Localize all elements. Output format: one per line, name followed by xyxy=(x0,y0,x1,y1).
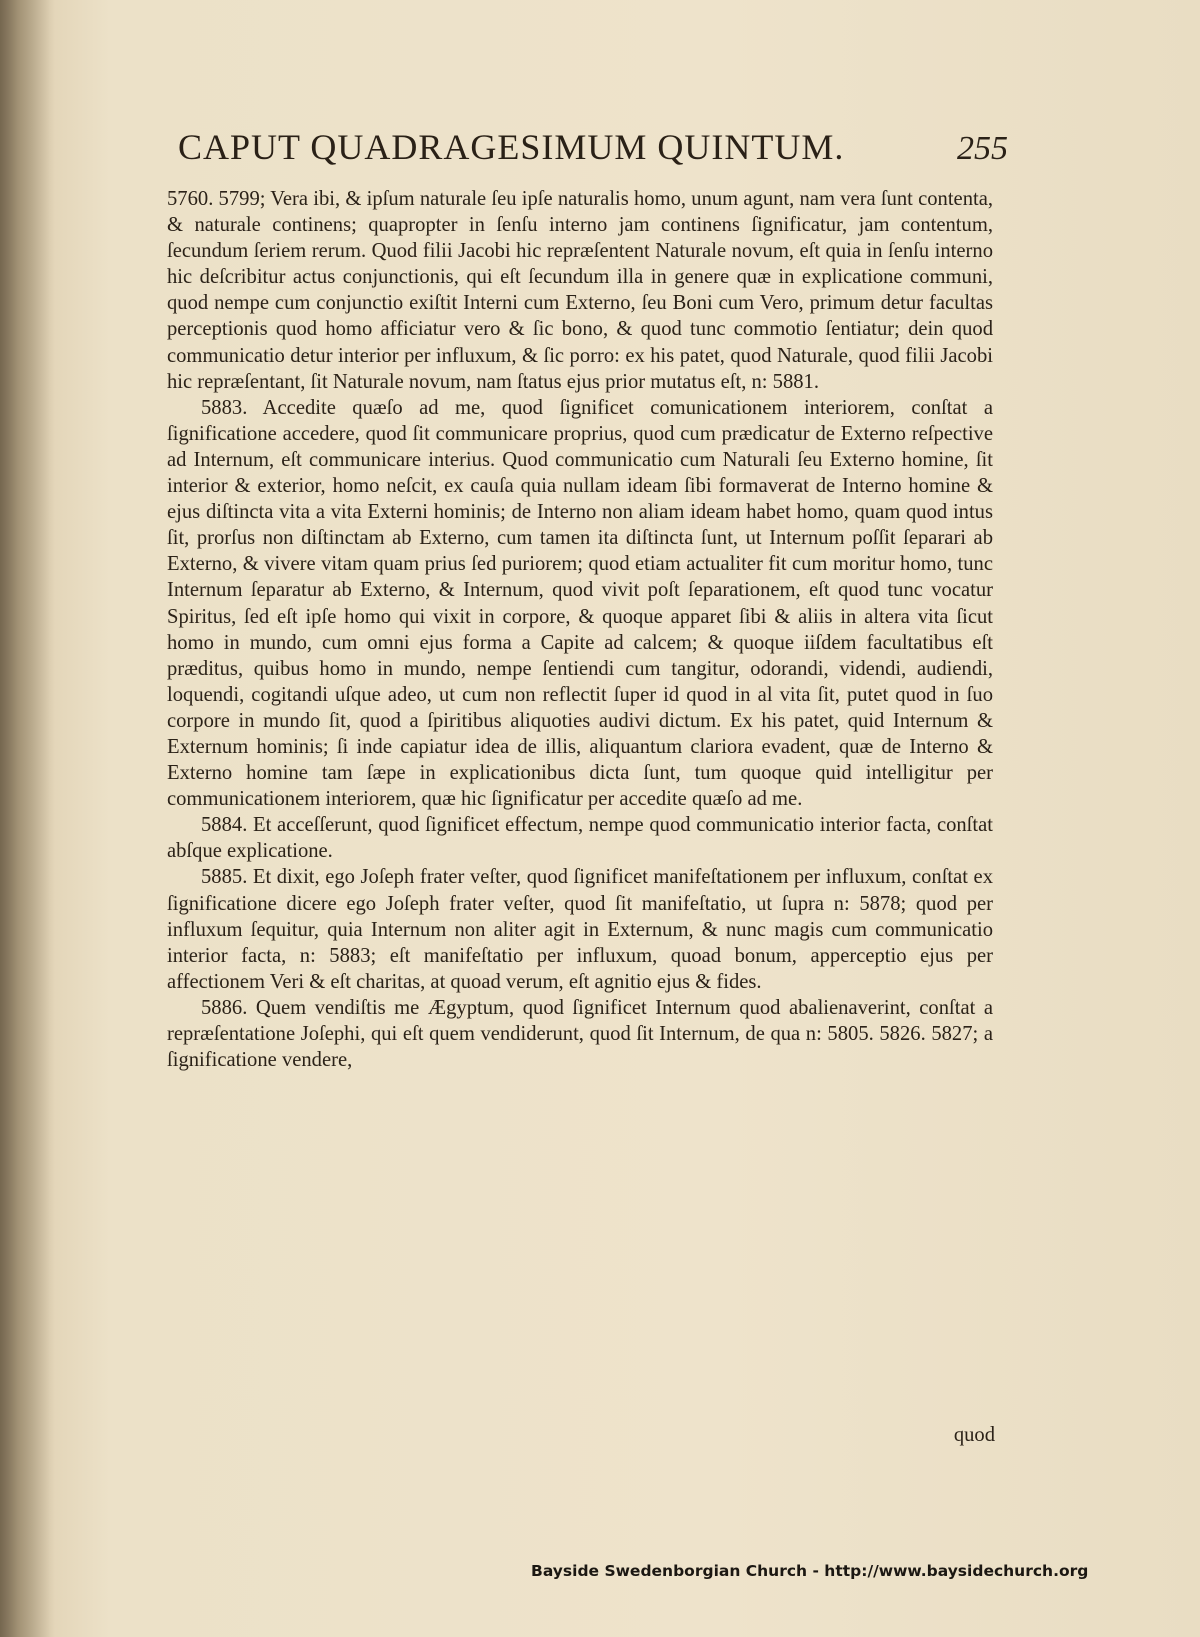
gutter-shadow xyxy=(0,0,55,1637)
chapter-title: CAPUT QUADRAGESIMUM QUINTUM. xyxy=(178,127,845,167)
paragraph-5885: 5885. Et dixit, ego Joſeph frater veſter, quod ſignificet manifeſtationem per influxum, conſtat ex ſignificatione dicere ego Joſeph frater veſter, quod ſit manifeſtatio, ut ſupra n: 5878; quod per influxum ſequitur, quia Internum non aliter agit in Externum, & nunc magis cum communicatio interior facta, n: 5883; eſt manifeſtatio per influxum, quoad bonum, apperceptio ejus per affectionem Veri & eſt charitas, at quoad verum, eſt agnitio ejus & fides. xyxy=(167,866,993,993)
paragraph-continued: 5760. 5799; Vera ibi, & ipſum naturale ſeu ipſe naturalis homo, unum agunt, nam vera ſunt contenta, & naturale continens; quapropter in ſenſu interno jam continens ſignificatur, jam contentum, ſecundum ſeriem rerum. Quod filii Jacobi hic repræſentent Naturale novum, eſt quia in ſenſu interno hic deſcribitur actus conjunctionis, qui eſt ſecundum illa in genere quæ in explicatione communi, quod nempe cum conjunctio exiſtit Interni cum Externo, ſeu Boni cum Vero, primum detur facultas perceptionis quod homo afficiatur vero & ſic bono, & quod tunc commotio ſentiatur; dein quod communicatio detur interior per influxum, & ſic porro: ex his patet, quod Naturale, quod filii Jacobi hic repræſentant, ſit Naturale novum, nam ſtatus ejus prior mutatus eſt, n: 5881. xyxy=(167,188,993,393)
paragraph-5883: 5883. Accedite quæſo ad me, quod ſignificet comunicationem interiorem, conſtat a ſignificatione accedere, quod ſit communicare proprius, quod cum prædicatur de Externo reſpective ad Internum, eſt communicare interius. Quod communicatio cum Naturali ſeu Externo homine, ſit interior & exterior, homo neſcit, ex cauſa quia nullam ideam ſibi formaverat de Interno homine & ejus diſtincta vita a vita Externi hominis; de Interno non aliam ideam habet homo, quam quod intus ſit, prorſus non diſtinctam ab Externo, cum tamen ita diſtincta ſunt, ut Internum poſſit ſeparari ab Externo, & vivere vitam quam prius ſed puriorem; quod etiam actualiter fit cum moritur homo, tunc Internum ſeparatur ab Externo, & Internum, quod vivit poſt ſeparationem, eſt quod tunc vocatur Spiritus, ſed eſt ipſe homo qui vixit in corpore, & quoque apparet ſibi & aliis in altera vita ſicut homo in mundo, cum omni ejus forma a Capite ad calcem; & quoque iiſdem facultatibus eſt præditus, quibus homo in mundo, nempe ſentiendi cum tangitur, odorandi, videndi, audiendi, loquendi, cogitandi uſque adeo, ut cum non reflectit ſuper id quod in al vita ſit, putet quod in ſuo corpore in mundo ſit, quod a ſpiritibus aliquoties audivi dictum. Ex his patet, quid Internum & Externum hominis; ſi inde capiatur idea de illis, aliquantum clariora evadent, quæ de Interno & Externo homine tam ſæpe in explicationibus dicta ſunt, tum quoque quid intelligitur per communicationem interiorem, quæ hic ſignificatur per accedite quæſo ad me. xyxy=(167,396,993,811)
catchword: quod xyxy=(953,1424,995,1446)
body-text xyxy=(167,186,993,1073)
running-head xyxy=(178,126,1008,168)
page-number: 255 xyxy=(957,130,1008,167)
paragraph-5886: 5886. Quem vendiſtis me Ægyptum, quod ſignificet Internum quod abalienaverint, conſtat a repræſentatione Joſephi, qui eſt quem vendiderunt, quod ſit Internum, de qua n: 5805. 5826. 5827; a ſignificatione vendere, xyxy=(167,996,993,1072)
footer-credit: Bayside Swedenborgian Church - http://www.baysidechurch.org xyxy=(531,1562,1089,1580)
paragraph-5884: 5884. Et acceſſerunt, quod ſignificet effectum, nempe quod communicatio interior facta, conſtat abſque explicatione. xyxy=(167,814,993,863)
